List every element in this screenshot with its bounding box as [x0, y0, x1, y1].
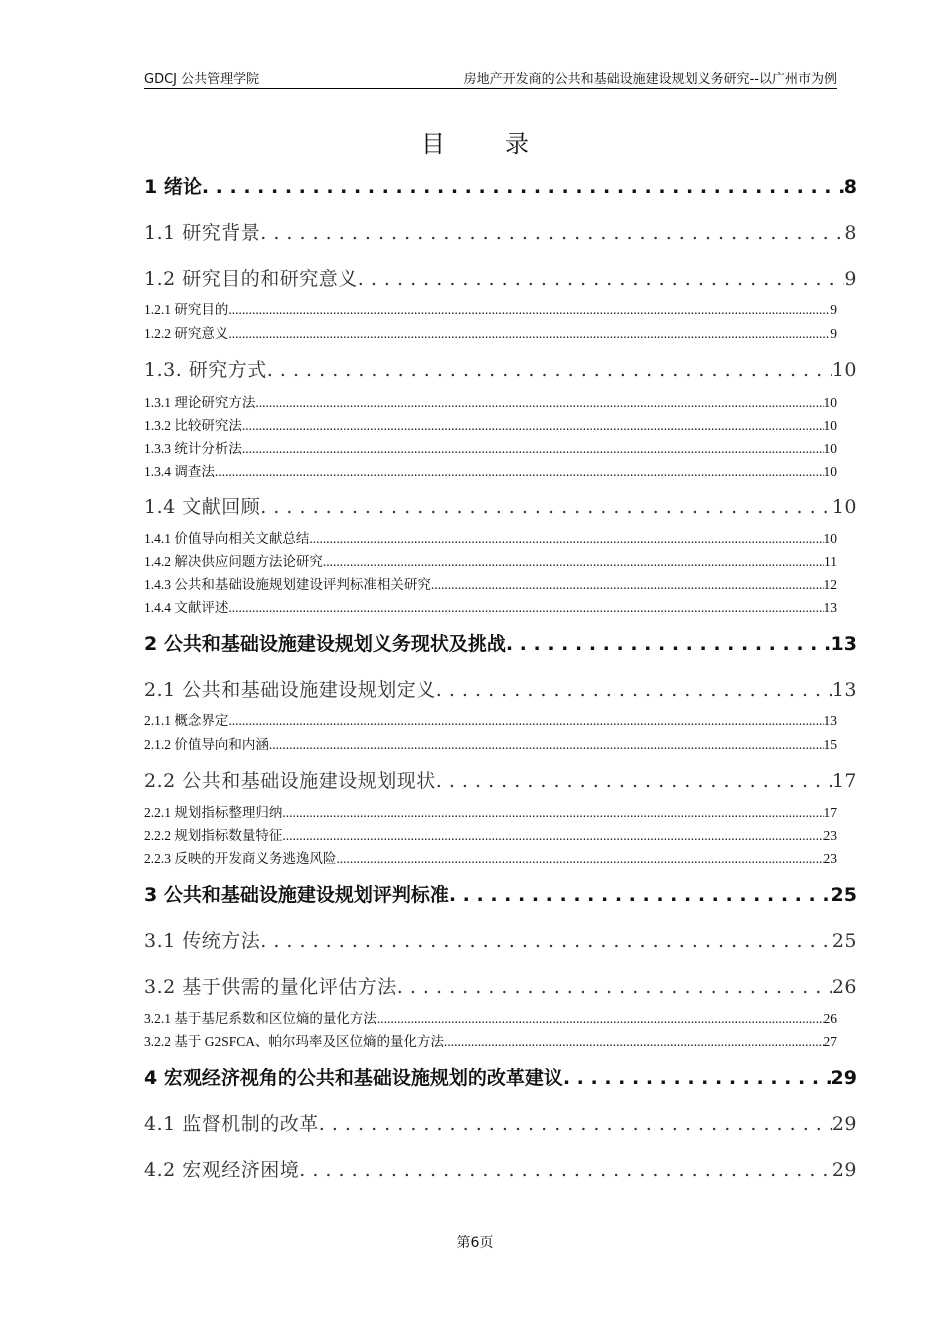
- toc-entry-label: 1.3.4 调查法: [144, 464, 215, 479]
- toc-entry-level-2[interactable]: [144, 355, 857, 382]
- toc-entry-level-3[interactable]: [144, 1007, 837, 1027]
- toc-entry-label: 4.1 监督机制的改革: [144, 1113, 319, 1135]
- toc-entry-page: 12: [823, 577, 837, 592]
- toc-leader-dots: [319, 1113, 832, 1135]
- toc-leader-dots: [228, 302, 830, 318]
- toc-entry-label: 1.3.2 比较研究法: [144, 418, 242, 433]
- toc-entry-page: 26: [831, 976, 857, 998]
- toc-entry-level-2[interactable]: [144, 766, 857, 793]
- toc-entry-label: 1.1 研究背景: [144, 222, 261, 244]
- toc-entry-label: 2.1.1 概念界定: [144, 713, 229, 728]
- toc-entry-level-3[interactable]: [144, 596, 837, 616]
- toc-entry-level-1[interactable]: [144, 880, 857, 907]
- toc-entry-page: 10: [831, 359, 857, 381]
- toc-title: 目录: [421, 130, 589, 158]
- toc-entry-label: 1.2 研究目的和研究意义: [144, 268, 358, 290]
- toc-entry-label: 2.2.1 规划指标整理归纳: [144, 805, 283, 820]
- toc-entry-level-3[interactable]: [144, 733, 837, 753]
- toc-entry-page: 9: [830, 302, 837, 317]
- toc-entry-page: 27: [823, 1034, 837, 1049]
- toc-entry-level-2[interactable]: [144, 218, 857, 245]
- toc-entry-level-3[interactable]: [144, 801, 837, 821]
- toc-entry-level-3[interactable]: [144, 550, 837, 570]
- toc-entry-label: 1.2.1 研究目的: [144, 302, 229, 317]
- toc-leader-dots: [255, 395, 823, 411]
- toc-entry-page: 23: [823, 828, 837, 843]
- toc-entry-page: 10: [823, 531, 837, 546]
- toc-entry-label: 2.2.3 反映的开发商义务逃逸风险: [144, 851, 337, 866]
- toc-entry-page: 10: [823, 395, 837, 410]
- toc-entry-level-3[interactable]: [144, 573, 837, 593]
- toc-entry-page: 9: [844, 268, 857, 290]
- toc-entry-label: 2.2 公共和基础设施建设规划现状: [144, 770, 436, 792]
- toc-leader-dots: [299, 1159, 832, 1181]
- toc-entry-label: 3.2 基于供需的量化评估方法: [144, 976, 397, 998]
- toc-leader-dots: [242, 418, 824, 434]
- page-number: 第6页: [456, 1235, 494, 1251]
- toc-entry-level-3[interactable]: [144, 322, 837, 342]
- toc-leader-dots: [228, 326, 830, 342]
- toc-entry-label: 3.2.1 基于基尼系数和区位熵的量化方法: [144, 1011, 377, 1026]
- toc-entry-level-3[interactable]: [144, 391, 837, 411]
- toc-entry-page: 13: [823, 713, 837, 728]
- toc-entry-level-2[interactable]: [144, 1109, 857, 1136]
- toc-entry-label: 2.2.2 规划指标数量特征: [144, 828, 283, 843]
- toc-entry-page: 25: [831, 930, 857, 952]
- toc-leader-dots: [563, 1067, 831, 1089]
- toc-leader-dots: [215, 464, 824, 480]
- toc-entry-level-3[interactable]: [144, 824, 837, 844]
- toc-entry-label: 1 绪论: [144, 176, 202, 198]
- toc-entry-label: 1.4.2 解决供应问题方法论研究: [144, 554, 323, 569]
- toc-entry-level-2[interactable]: [144, 492, 857, 519]
- toc-entry-level-3[interactable]: [144, 460, 837, 480]
- toc-leader-dots: [436, 770, 832, 792]
- toc-entry-label: 4.2 宏观经济困境: [144, 1159, 300, 1181]
- toc-entry-label: 3.1 传统方法: [144, 930, 261, 952]
- header-thesis-title: 房地产开发商的公共和基础设施建设规划义务研究--以广州市为例: [463, 72, 837, 87]
- toc-leader-dots: [260, 496, 832, 518]
- toc-entry-label: 3 公共和基础设施建设规划评判标准: [144, 884, 449, 906]
- toc-entry-level-1[interactable]: [144, 629, 857, 656]
- toc-entry-level-1[interactable]: [144, 172, 857, 199]
- page-header: [144, 68, 837, 89]
- toc-leader-dots: [260, 222, 844, 244]
- header-institution: GDCJ 公共管理学院: [144, 72, 260, 87]
- toc-leader-dots: [431, 577, 824, 593]
- toc-entry-label: 1.3.3 统计分析法: [144, 441, 242, 456]
- toc-entry-level-2[interactable]: [144, 972, 857, 999]
- toc-entry-label: 1.4.4 文献评述: [144, 600, 229, 615]
- toc-leader-dots: [358, 268, 845, 290]
- toc-leader-dots: [449, 884, 831, 906]
- toc-entry-label: 1.3.1 理论研究方法: [144, 395, 256, 410]
- toc-entry-label: 4 宏观经济视角的公共和基础设施规划的改革建议: [144, 1067, 563, 1089]
- toc-entry-label: 1.2.2 研究意义: [144, 326, 229, 341]
- toc-entry-page: 13: [830, 633, 857, 655]
- toc-entry-level-3[interactable]: [144, 527, 837, 547]
- toc-leader-dots: [228, 713, 823, 729]
- toc-entry-level-3[interactable]: [144, 298, 837, 318]
- toc-entry-label: 2 公共和基础设施建设规划义务现状及挑战: [144, 633, 506, 655]
- toc-leader-dots: [397, 976, 832, 998]
- toc-entry-label: 3.2.2 基于 G2SFCA、帕尔玛率及区位熵的量化方法: [144, 1034, 445, 1049]
- toc-leader-dots: [202, 176, 844, 198]
- toc-leader-dots: [506, 633, 831, 655]
- toc-entry-level-1[interactable]: [144, 1063, 857, 1090]
- toc-leader-dots: [323, 554, 824, 570]
- toc-leader-dots: [242, 441, 824, 457]
- toc-entry-page: 8: [844, 222, 857, 244]
- toc-entry-page: 29: [831, 1159, 857, 1181]
- toc-entry-label: 1.4.1 价值导向相关文献总结: [144, 531, 310, 546]
- toc-entry-level-2[interactable]: [144, 926, 857, 953]
- toc-entry-page: 13: [823, 600, 837, 615]
- toc-leader-dots: [436, 679, 832, 701]
- toc-entry-page: 23: [823, 851, 837, 866]
- toc-entry-label: 2.1 公共和基础设施建设规划定义: [144, 679, 436, 701]
- toc-entry-page: 13: [831, 679, 857, 701]
- toc-entry-page: 10: [823, 418, 837, 433]
- toc-leader-dots: [309, 531, 823, 547]
- toc-entry-level-2[interactable]: [144, 1155, 857, 1182]
- toc-entry-label: 1.3. 研究方式: [144, 359, 267, 381]
- toc-entry-page: 11: [824, 554, 837, 569]
- toc-entry-page: 8: [843, 176, 857, 198]
- toc-leader-dots: [336, 851, 823, 867]
- toc-leader-dots: [377, 1011, 824, 1027]
- toc-leader-dots: [269, 737, 824, 753]
- toc-entry-level-2[interactable]: [144, 675, 857, 702]
- toc-leader-dots: [260, 930, 832, 952]
- toc-entry-page: 9: [830, 326, 837, 341]
- toc-entry-level-3[interactable]: [144, 1030, 837, 1050]
- toc-entry-page: 29: [831, 1113, 857, 1135]
- toc-leader-dots: [282, 828, 823, 844]
- toc-entry-label: 1.4 文献回顾: [144, 496, 261, 518]
- toc-leader-dots: [282, 805, 823, 821]
- toc-entry-label: 2.1.2 价值导向和内涵: [144, 737, 269, 752]
- toc-entry-level-3[interactable]: [144, 414, 837, 434]
- toc-entry-page: 10: [831, 496, 857, 518]
- toc-entry-page: 25: [830, 884, 857, 906]
- toc-entry-label: 1.4.3 公共和基础设施规划建设评判标准相关研究: [144, 577, 431, 592]
- toc-entry-page: 17: [823, 805, 837, 820]
- toc-entry-page: 10: [823, 441, 837, 456]
- toc-leader-dots: [444, 1034, 823, 1050]
- toc-entry-page: 17: [831, 770, 857, 792]
- toc-entry-page: 29: [830, 1067, 857, 1089]
- toc-entry-level-3[interactable]: [144, 709, 837, 729]
- toc-leader-dots: [228, 600, 823, 616]
- toc-entry-level-3[interactable]: [144, 437, 837, 457]
- toc-entry-page: 15: [823, 737, 837, 752]
- toc-entry-page: 26: [823, 1011, 837, 1026]
- toc-entry-level-2[interactable]: [144, 264, 857, 291]
- toc-entry-page: 10: [823, 464, 837, 479]
- toc-leader-dots: [267, 359, 832, 381]
- toc-entry-level-3[interactable]: [144, 847, 837, 867]
